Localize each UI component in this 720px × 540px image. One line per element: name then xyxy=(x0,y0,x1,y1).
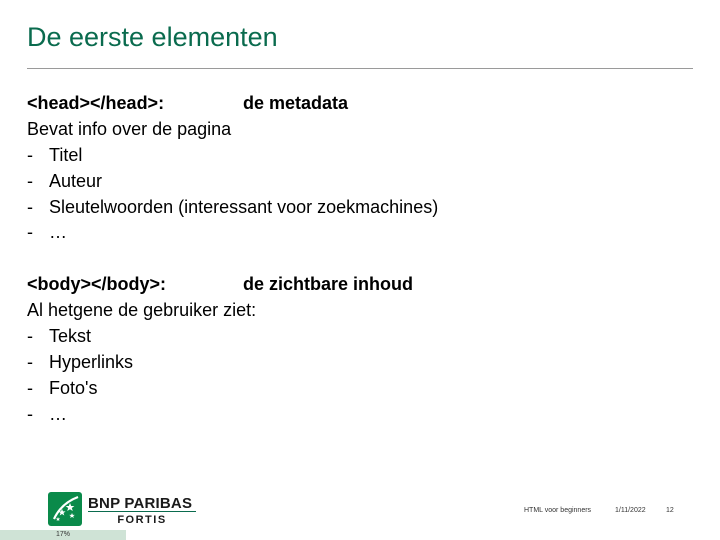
head-tag: <head></head>: xyxy=(27,93,165,113)
bullet-dash: - xyxy=(27,222,33,243)
bullet-dash: - xyxy=(27,170,33,191)
head-intro: Bevat info over de pagina xyxy=(27,118,232,139)
list-item: - Titel xyxy=(27,143,438,169)
bullet-dash: - xyxy=(27,351,33,372)
progress-label: 17% xyxy=(56,531,71,538)
list-item: - … xyxy=(27,402,438,428)
slide-title: De eerste elementen xyxy=(27,22,278,52)
slide-content xyxy=(27,91,438,428)
list-item: - Foto's xyxy=(27,376,438,402)
footer-page-number: 12 xyxy=(666,507,674,514)
list-item: - … xyxy=(27,220,438,246)
list-item: - Sleutelwoorden (interessant voor zoekmachines) xyxy=(27,195,438,221)
title-divider xyxy=(27,68,693,69)
bullet-dash: - xyxy=(27,403,33,424)
bullet-dash: - xyxy=(27,144,33,165)
spacer xyxy=(27,246,438,272)
stars-logo-icon xyxy=(48,492,82,526)
body-intro: Al hetgene de gebruiker ziet: xyxy=(27,300,257,321)
footer-date: 1/11/2022 xyxy=(615,507,646,514)
body-definition: de zichtbare inhoud xyxy=(243,274,414,295)
progress-bar xyxy=(0,530,720,540)
company-logo xyxy=(48,492,208,528)
list-item: - Hyperlinks xyxy=(27,350,438,376)
logo-line1: BNP PARIBAS xyxy=(88,495,193,512)
list-item: - Tekst xyxy=(27,324,438,350)
body-heading-line xyxy=(27,272,438,298)
list-item: - Auteur xyxy=(27,169,438,195)
head-definition: de metadata xyxy=(243,93,349,113)
head-heading-line xyxy=(27,91,438,117)
logo-line2: FORTIS xyxy=(88,511,196,526)
bullet-dash: - xyxy=(27,326,33,347)
bullet-dash: - xyxy=(27,196,33,217)
bullet-dash: - xyxy=(27,377,33,398)
footer-course: HTML voor beginners xyxy=(524,507,592,514)
body-tag: <body></body>: xyxy=(27,274,167,295)
